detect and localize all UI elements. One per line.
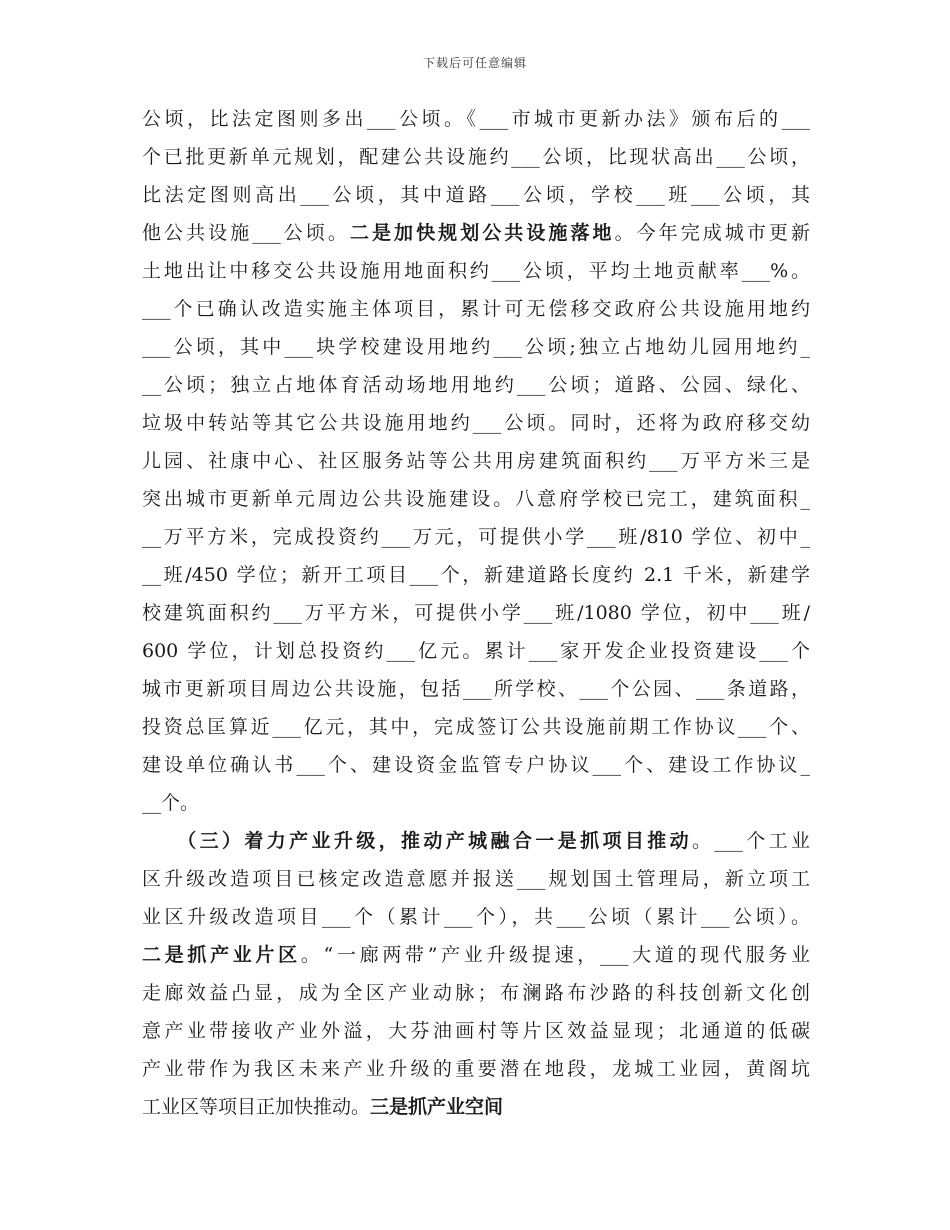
body-text-segment: 。今年完成城市更新 [614,222,810,244]
body-text-segment: 城市更新项目周边公共设施，包括___所学校、___个公园、___条道路， [142,678,810,700]
text-line [142,214,810,252]
text-line [142,100,810,138]
body-text-segment: __公顷；独立占地体育活动场地用地约___公顷；道路、公园、绿化、 [142,374,810,396]
text-line [142,556,810,594]
body-text-segment: __万平方米，完成投资约___万元，可提供小学___班/810 学位、初中_ [142,526,810,548]
body-text-segment: 个已批更新单元规划，配建公共设施约___公顷，比现状高出___公顷， [142,146,810,168]
bold-heading-text: 二是加快规划公共设施落地 [349,222,615,244]
body-text-segment: 600 学位，计划总投资约___亿元。累计___家开发企业投资建设___个 [142,640,810,662]
body-text-segment: 比法定图则高出___公顷，其中道路___公顷，学校___班___公顷，其 [142,184,810,206]
text-line [142,366,810,404]
body-text-segment: __个。 [142,792,200,814]
page-header: 下载后可任意编辑 [422,56,527,70]
text-line [142,1050,810,1088]
body-text-segment: ___个已确认改造实施主体项目，累计可无偿移交政府公共设施用地约 [142,298,810,320]
body-text-segment: __班/450 学位；新开工项目___个，新建道路长度约 2.1 千米，新建学 [142,564,810,586]
text-line [142,442,810,480]
text-line [142,252,810,290]
body-text-segment: 投资总匡算近___亿元，其中，完成签订公共设施前期工作协议___个、 [142,716,810,738]
body-text-segment: 业区升级改造项目___个（累计___个），共___公顷（累计___公顷）。 [142,906,810,928]
text-line [142,898,810,936]
text-line [142,176,810,214]
text-line [142,328,810,366]
bold-heading-text: （三）着力产业升级，推动产城融合一是抓项目推动 [142,830,692,852]
text-line [142,594,810,632]
body-text-segment: 土地出让中移交公共设施用地面积约___公顷，平均土地贡献率___%。 [142,260,810,282]
body-text-segment: 走廊效益凸显，成为全区产业动脉；布澜路布沙路的科技创新文化创 [142,982,810,1004]
text-line [142,670,810,708]
body-text-segment: ___公顷，其中___块学校建设用地约___公顷;独立占地幼儿园用地约_ [142,336,810,358]
bold-heading-text: 三是抓产业空间 [370,1096,504,1118]
body-text-segment: 。“一廊两带”产业升级提速，___大道的现代服务业 [300,944,810,966]
body-text-segment: 意产业带接收产业外溢，大芬油画村等片区效益显现；北通道的低碳 [142,1020,810,1042]
text-line [142,822,810,860]
text-line [142,632,810,670]
text-line [142,936,810,974]
text-line [142,784,810,822]
text-line [142,518,810,556]
body-text-segment: 产业带作为我区未来产业升级的重要潜在地段，龙城工业园，黄阁坑 [142,1058,810,1080]
body-text-segment: 垃圾中转站等其它公共设施用地约___公顷。同时，还将为政府移交幼 [142,412,810,434]
text-line [142,1012,810,1050]
text-line [142,480,810,518]
bold-heading-text: 二是抓产业片区 [142,944,301,966]
body-text-segment: 工业区等项目正加快推动。 [142,1096,371,1118]
text-line [142,974,810,1012]
text-line [142,290,810,328]
text-line [142,860,810,898]
body-text-segment: 儿园、社康中心、社区服务站等公共用房建筑面积约___万平方米三是 [142,450,810,472]
text-line [142,404,810,442]
document-body [142,100,810,1126]
body-text-segment: 区升级改造项目已核定改造意愿并报送___规划国土管理局，新立项工 [142,868,810,890]
body-text-segment: 。___个工业 [691,830,810,852]
body-text-segment: 校建筑面积约___万平方米，可提供小学___班/1080 学位，初中___班/ [142,602,810,624]
body-text-segment: 他公共设施___公顷。 [142,222,350,244]
text-line [142,138,810,176]
body-text-segment: 公顷，比法定图则多出___公顷。《___市城市更新办法》颁布后的___ [142,108,810,130]
text-line [142,1088,810,1126]
body-text-segment: 突出城市更新单元周边公共设施建设。八意府学校已完工，建筑面积_ [142,488,810,510]
text-line [142,746,810,784]
text-line [142,708,810,746]
body-text-segment: 建设单位确认书___个、建设资金监管专户协议___个、建设工作协议_ [142,754,810,776]
